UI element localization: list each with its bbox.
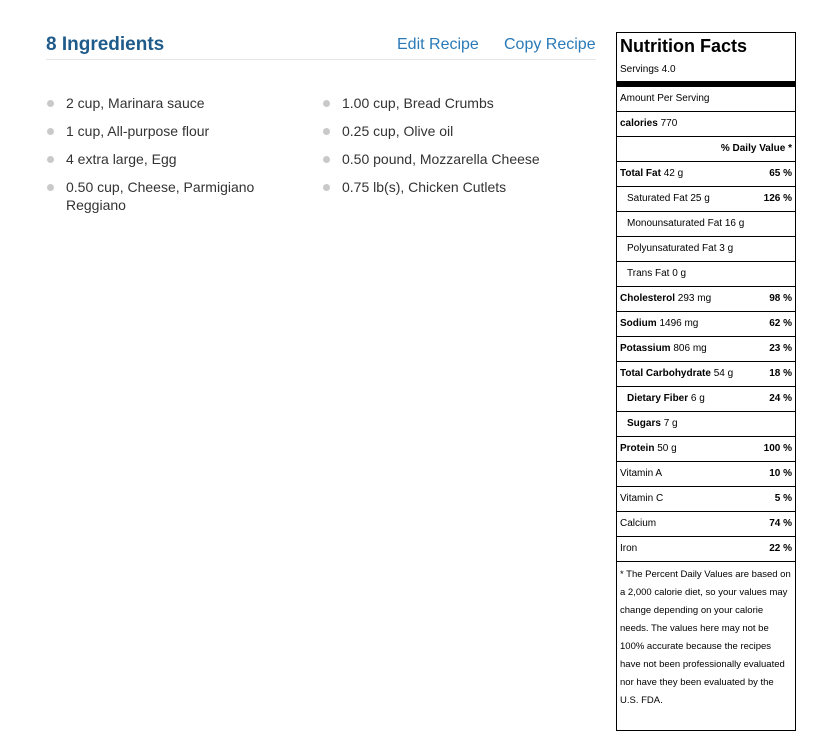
nutrient-row-iron	[617, 537, 795, 562]
ingredients-list-right	[322, 94, 592, 206]
bullet-icon	[47, 128, 54, 135]
ingredient-item	[322, 150, 592, 168]
ingredient-item	[46, 178, 306, 214]
calories-row	[617, 112, 795, 137]
daily-value-label: % Daily Value *	[720, 143, 792, 154]
ingredients-list-left	[46, 94, 306, 224]
nutrient-row-poly-fat	[617, 237, 795, 262]
nutrient-amount: 42 g	[663, 168, 684, 179]
nutrient-amount: 16 g	[724, 218, 745, 229]
nutrient-percent: 62 %	[769, 318, 792, 329]
nutrient-row-calcium	[617, 512, 795, 537]
bullet-icon	[47, 184, 54, 191]
nutrient-amount: 7 g	[663, 418, 678, 429]
nutrient-label: Total Fat	[620, 168, 661, 179]
nutrient-percent: 74 %	[769, 518, 792, 529]
ingredients-title: 8 Ingredients	[46, 34, 165, 55]
amount-per-serving	[617, 87, 795, 112]
nutrient-label: Sodium	[620, 318, 657, 329]
edit-recipe-link[interactable]: Edit Recipe	[397, 36, 479, 53]
ingredient-item	[46, 150, 306, 168]
nutrition-title: Nutrition Facts	[620, 36, 748, 56]
nutrient-amount: 6 g	[690, 393, 705, 404]
nutrient-percent: 18 %	[769, 368, 792, 379]
nutrient-percent: 98 %	[769, 293, 792, 304]
nutrient-percent: 126 %	[763, 193, 792, 204]
bullet-icon	[323, 128, 330, 135]
nutrient-amount: 54 g	[713, 368, 734, 379]
amount-per-serving-label: Amount Per Serving	[620, 93, 710, 104]
nutrient-label: Total Carbohydrate	[620, 368, 711, 379]
nutrient-label: Iron	[620, 543, 638, 554]
nutrient-row-sugars	[617, 412, 795, 437]
nutrient-row-total-carb	[617, 362, 795, 387]
bullet-icon	[323, 184, 330, 191]
nutrient-row-vitamin-a	[617, 462, 795, 487]
nutrient-label: Trans Fat	[627, 268, 670, 279]
ingredient-text: 0.25 cup, Olive oil	[342, 123, 454, 139]
ingredient-text: 4 extra large, Egg	[66, 151, 177, 167]
nutrient-amount: 293 mg	[677, 293, 712, 304]
nutrient-label: Saturated Fat	[627, 193, 688, 204]
ingredient-text: 1.00 cup, Bread Crumbs	[342, 95, 494, 111]
nutrient-row-dietary-fiber	[617, 387, 795, 412]
bullet-icon	[323, 156, 330, 163]
nutrient-row-mono-fat	[617, 212, 795, 237]
nutrient-percent: 10 %	[769, 468, 792, 479]
nutrient-label: Vitamin C	[620, 493, 664, 504]
nutrition-footnote: * The Percent Daily Values are based on a 2,000 calorie diet, so your values may change depending on your calorie needs. The values here may not be 100% accurate because the recipes have not been professionally evaluated nor have they been evaluated by the U.S. FDA.	[620, 569, 791, 706]
ingredient-item	[322, 178, 592, 196]
nutrient-row-potassium	[617, 337, 795, 362]
nutrient-label: Vitamin A	[620, 468, 663, 479]
servings: Servings 4.0	[620, 64, 676, 75]
nutrient-percent: 65 %	[769, 168, 792, 179]
ingredient-text: 0.50 pound, Mozzarella Cheese	[342, 151, 540, 167]
ingredient-text: 1 cup, All-purpose flour	[66, 123, 210, 139]
nutrient-row-cholesterol	[617, 287, 795, 312]
calories-value: 770	[660, 118, 678, 129]
ingredients-header	[46, 34, 596, 60]
nutrient-label: Polyunsaturated Fat	[627, 243, 717, 254]
ingredient-text: 0.50 cup, Cheese, Parmigiano Reggiano	[66, 179, 255, 213]
bullet-icon	[47, 156, 54, 163]
calories-label: calories	[620, 118, 658, 129]
nutrient-label: Cholesterol	[620, 293, 676, 304]
nutrient-percent: 22 %	[769, 543, 792, 554]
ingredient-item	[322, 122, 592, 140]
nutrient-row-protein	[617, 437, 795, 462]
nutrient-label: Calcium	[620, 518, 657, 529]
nutrient-label: Potassium	[620, 343, 671, 354]
ingredient-item	[46, 94, 306, 112]
bullet-icon	[47, 100, 54, 107]
nutrient-amount: 806 mg	[673, 343, 707, 354]
nutrition-facts-panel	[616, 32, 796, 731]
ingredient-item	[46, 122, 306, 140]
nutrient-row-saturated-fat	[617, 187, 795, 212]
nutrient-row-vitamin-c	[617, 487, 795, 512]
ingredient-text: 0.75 lb(s), Chicken Cutlets	[342, 179, 507, 195]
ingredient-item	[322, 94, 592, 112]
nutrient-amount: 3 g	[719, 243, 734, 254]
nutrient-percent: 100 %	[763, 443, 792, 454]
daily-value-header	[617, 137, 795, 162]
nutrient-row-total-fat	[617, 162, 795, 187]
nutrient-amount: 50 g	[657, 443, 677, 454]
bullet-icon	[323, 100, 330, 107]
nutrient-row-trans-fat	[617, 262, 795, 287]
nutrient-label: Monounsaturated Fat	[627, 218, 723, 229]
nutrient-percent: 5 %	[774, 493, 792, 504]
copy-recipe-link[interactable]: Copy Recipe	[504, 36, 596, 53]
nutrient-label: Protein	[620, 443, 655, 454]
nutrient-amount: 0 g	[672, 268, 687, 279]
nutrient-percent: 24 %	[769, 393, 792, 404]
nutrient-amount: 25 g	[690, 193, 710, 204]
ingredient-text: 2 cup, Marinara sauce	[66, 95, 205, 111]
nutrient-row-sodium	[617, 312, 795, 337]
nutrient-amount: 1496 mg	[659, 318, 699, 329]
nutrient-percent: 23 %	[769, 343, 792, 354]
nutrient-label: Sugars	[627, 418, 661, 429]
nutrient-label: Dietary Fiber	[627, 393, 689, 404]
